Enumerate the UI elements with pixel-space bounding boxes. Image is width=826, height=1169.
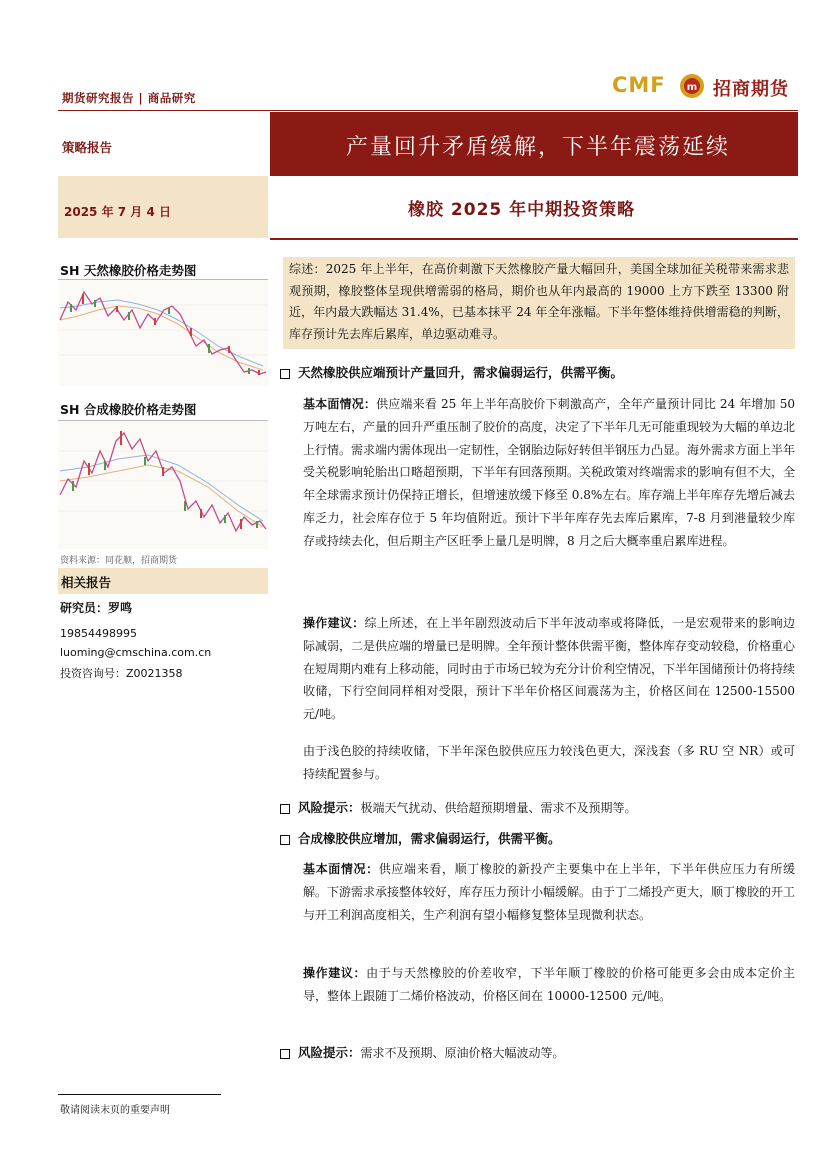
checkbox-bullet-icon	[280, 804, 290, 814]
chart2-title: SH 合成橡胶价格走势图	[60, 402, 197, 417]
subtitle-block	[270, 176, 798, 240]
footer-disclaimer: 敬请阅读末页的重要声明	[60, 1105, 170, 1116]
s2-risk-label: 风险提示：	[298, 1045, 361, 1060]
s2-text-advice: 由于与天然橡胶的价差收窄，下半年顺丁橡胶的价格可能更多会由成本定价主导，整体上跟随丁二烯价格波动，价格区间在 10000-12500 元/吨。	[303, 966, 795, 1003]
s1-label-advice: 操作建议：	[303, 616, 365, 630]
s1-label-fundamentals: 基本面情况：	[303, 397, 377, 411]
logo-emblem-icon	[679, 73, 705, 99]
s1-advice	[303, 612, 795, 726]
s2-risk-row	[280, 1043, 565, 1061]
s2-label-fundamentals: 基本面情况：	[303, 862, 379, 876]
logo-company-name: 招商期货	[713, 79, 789, 100]
chart2-image	[58, 421, 268, 549]
title-band	[270, 112, 798, 176]
checkbox-bullet-icon	[280, 369, 290, 379]
s1-fundamentals	[303, 393, 795, 553]
svg-text:m: m	[686, 82, 698, 93]
s1-risk-text: 极端天气扰动、供给超预期增量、需求不及预期等。	[360, 801, 637, 815]
s1-heading-row	[280, 363, 623, 381]
s2-heading: 合成橡胶供应增加，需求偏弱运行，供需平衡。	[298, 831, 561, 846]
s1-risk-row	[280, 798, 637, 816]
checkbox-bullet-icon	[280, 1049, 290, 1059]
report-type-block	[58, 112, 268, 176]
chart1-thumbnail	[58, 279, 268, 386]
logo-cmf-text: CMF	[612, 73, 666, 97]
s2-risk-text: 需求不及预期、原油价格大幅波动等。	[360, 1046, 565, 1060]
researcher-license: 投资咨询号：Z0021358	[60, 667, 183, 680]
s1-text-advice: 综上所述，在上半年剧烈波动后下半年波动率或将降低，一是宏观带来的影响边际减弱，二是供应端的增量已是明牌。全年预计整体供需平衡，整体库存变动较稳，价格重心在短周期内难有上移动能，同时由于市场已较为充分计价利空情况，下半年国储预计仍将持续收储，下行空间同样相对受限，预计下半年价格区间震荡为主，价格区间在 12500-15500 元/吨。	[303, 616, 796, 722]
chart1-image	[58, 280, 268, 386]
researcher-email[interactable]: luoming@cmschina.com.cn	[60, 646, 212, 659]
s1-text-fundamentals: 供应端来看 25 年上半年高胶价下刺激高产，全年产量预计同比 24 年增加 50 万吨左右，产量的回升严重压制了胶价的高度，决定了下半年几无可能重现较为大幅的单边北上行情。需求端内需体现出一定韧性，全钢胎边际好转但半钢压力凸显。海外需求方面上半年受关税影响轮胎出口略超预期，下半年有回落预期。关税政策对终端需求的影响有但不大，全年全球需求预计仍保持正增长，但增速放缓下修至 0.8%左右。库存端上半年库存先增后减去库乏力，社会库存位于 5 年均值附近。预计下半年库存先去库后累库，7-8 月到港量较少库存或持续去化，但后期主产区旺季上量几是明牌，8 月之后大概率重启累库进程。	[303, 397, 796, 548]
related-reports-label: 相关报告	[61, 575, 112, 590]
s2-text-fundamentals: 供应端来看，顺丁橡胶的新投产主要集中在上半年，下半年供应压力有所缓解。下游需求承接整体较好，库存压力预计小幅缓解。由于丁二烯投产更大，顺丁橡胶的开工与开工利润高度相关，生产利润有望小幅修复整体呈现微利状态。	[303, 862, 796, 922]
date-block	[58, 176, 268, 238]
report-type: 策略报告	[62, 140, 113, 155]
report-subtitle: 橡胶 2025 年中期投资策略	[408, 200, 636, 220]
s1-risk-label: 风险提示：	[298, 800, 361, 815]
chart1-title: SH 天然橡胶价格走势图	[60, 263, 197, 278]
company-logo	[610, 70, 800, 104]
related-reports-band	[58, 568, 268, 594]
footer-divider	[58, 1094, 221, 1095]
report-date: 2025 年 7 月 4 日	[64, 205, 171, 219]
header-tag: 期货研究报告 | 商品研究	[62, 91, 196, 105]
researcher-name: 研究员：罗鸣	[60, 601, 133, 615]
report-title: 产量回升矛盾缓解，下半年震荡延续	[346, 135, 731, 160]
s2-advice	[303, 962, 795, 1008]
s1-heading: 天然橡胶供应端预计产量回升，需求偏弱运行，供需平衡。	[298, 365, 624, 380]
checkbox-bullet-icon	[280, 835, 290, 845]
s1-arbitrage-note: 由于浅色胶的持续收储，下半年深色胶供应压力较浅色更大，深浅套（多 RU 空 NR）或可持续配置参与。	[303, 744, 795, 781]
chart2-thumbnail	[58, 420, 268, 549]
chart-source: 资料来源：同花顺，招商期货	[60, 556, 178, 566]
s2-heading-row	[280, 829, 561, 847]
researcher-phone: 19854498995	[60, 627, 137, 640]
header-divider	[58, 110, 798, 111]
summary-box: 综述：2025 年上半年，在高价刺激下天然橡胶产量大幅回升，美国全球加征关税带来需求悲观预期，橡胶整体呈现供增需弱的格局，期价也从年内最高的 19000 上方下跌至 13300 附近，年内最大跌幅达 31.4%，已基本抹平 24 年全年涨幅。下半年整体维持供增需稳的判断，库存预计先去库后累库，单边驱动难寻。	[283, 257, 795, 349]
s2-fundamentals	[303, 858, 795, 926]
s2-label-advice: 操作建议：	[303, 966, 367, 980]
